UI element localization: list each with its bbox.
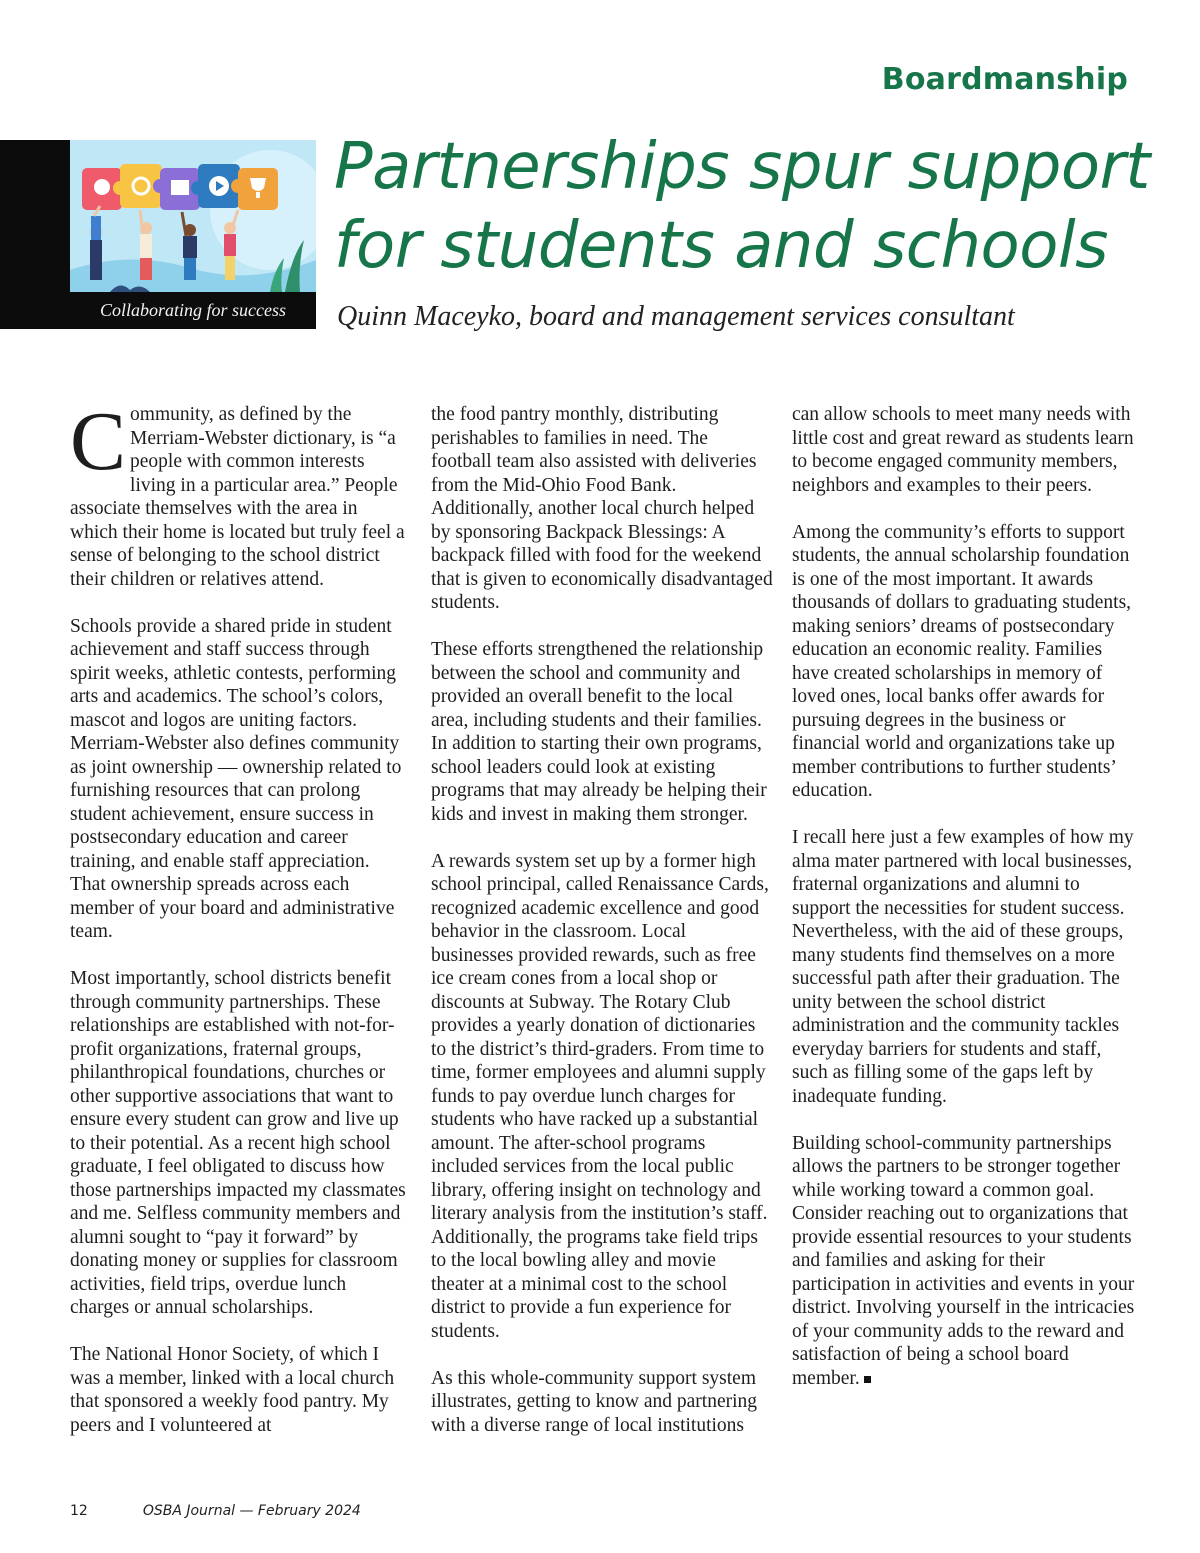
journal-issue: OSBA Journal — February 2024 [142,1503,361,1519]
paragraph: Among the community’s efforts to support students, the annual scholarship foundation is one of the most important. It awards thousands of dollars to graduating students, making seniors’ dreams of postsecondary education an economic reality. Families have created scholarships in memory of loved ones, local banks offer awards for pursuing degrees in the business or financial world and organizations take up member contributions to further students’ education. [792,521,1132,801]
paragraph: Schools provide a shared pride in student achievement and staff success through spirit weeks, athletic contests, performing arts and academics. The school’s colors, mascot and logos are uniting factors. Merriam-Webster also defines community as joint ownership — ownership related to furnishing resources that can prolong student achievement, ensure success in postsecondary education and career training, and enable staff appreciation. That ownership spreads across each member of your board and administrative team. [70,615,402,942]
paragraph: The National Honor Society, of which I was a member, linked with a local church that sponsored a weekly food pantry. My peers and I volunteered at [70,1344,395,1436]
paragraph [792,1132,1137,1391]
paragraph: I recall here just a few examples of how my alma mater partnered with local businesses, fraternal organizations and alumni to support the necessities for student success. Nevertheless, with the aid of these groups, many students find themselves on a more successful path after their graduation. The unity between the school district administration and the community tackles everyday barriers for students and staff, such as filling some of the gaps left by inadequate funding. [792,827,1134,1107]
section-label: Boardmanship [881,62,1128,97]
paragraph [70,395,408,591]
page-number: 12 [70,1503,88,1519]
paragraph-text: ommunity, as defined by the Merriam-Webster dictionary, is “a people with common interests living in a particular area.” People associate themselves with the area in which their home is located but truly feel a sense of belonging to the school district their children or relatives attend. [70,404,405,590]
image-caption: Collaborating for success [99,300,286,320]
paragraph: As this whole-community support system illustrates, getting to know and partnering with a diverse range of local institutions [431,1367,758,1436]
paragraph: These efforts strengthened the relationship between the school and community and provided an overall benefit to the local area, including students and their families. In addition to starting their own programs, school leaders could look at existing programs that may already be helping their kids and invest in making them stronger. [431,639,767,825]
article-column-2 [431,403,773,1461]
title-line-1: Partnerships spur support [334,130,1150,204]
article-title [334,128,1154,286]
title-line-2: for students and schools [334,209,1108,283]
byline: Quinn Maceyko, board and management services consultant [337,301,1015,332]
end-of-article-mark [864,1376,871,1383]
paragraph: A rewards system set up by a former high school principal, called Renaissance Cards, recognized academic excellence and good behavior in the classroom. Local businesses provided rewards, such as free ice cream cones from a local shop or discounts at Subway. The Rotary Club provides a yearly donation of dictionaries to the district’s third-graders. From time to time, former employees and alumni supply funds to pay overdue lunch charges for students who have racked up a substantial amount. The after-school programs included services from the local public library, offering insight on technology and literary analysis from the institution’s staff. Additionally, the programs take field trips to the local bowling alley and movie theater at a minimal cost to the school district to provide a fun experience for students. [431,850,769,1342]
paragraph: can allow schools to meet many needs with little cost and great reward as students learn to become engaged community members, neighbors and examples to their peers. [792,404,1134,496]
drop-cap: C [70,395,127,488]
paragraph: the food pantry monthly, distributing perishables to families in need. The football team also assisted with deliveries from the Mid-Ohio Food Bank. Additionally, another local church helped by sponsoring Backpack Blessings: A backpack filled with food for the weekend that is given to economically disadvantaged students. [431,404,773,613]
article-column-1 [70,395,408,1461]
article-column-3 [792,403,1137,1414]
black-accent-band [0,140,70,329]
paragraph-text: Building school-community partnerships allows the partners to be stronger together while working toward a common goal. Consider reaching out to organizations that provide essential resources to your students and families and asking for their participation in activities and events in your district. Involving yourself in the intricacies of your community adds to the reward and satisfaction of being a school board member. [792,1132,1135,1389]
paragraph: Most importantly, school districts benefit through community partnerships. These relationships are established with not-for-profit organizations, fraternal groups, philanthropical foundations, churches or other supportive associations that want to ensure every student can grow and live up to their potential. As a recent high school graduate, I feel obligated to discuss how those partnerships impacted my classmates and me. Selfless community members and alumni sought to “pay it forward” by donating money or supplies for classroom activities, field trips, overdue lunch charges or annual scholarships. [70,968,406,1318]
page-footer [70,1503,361,1519]
